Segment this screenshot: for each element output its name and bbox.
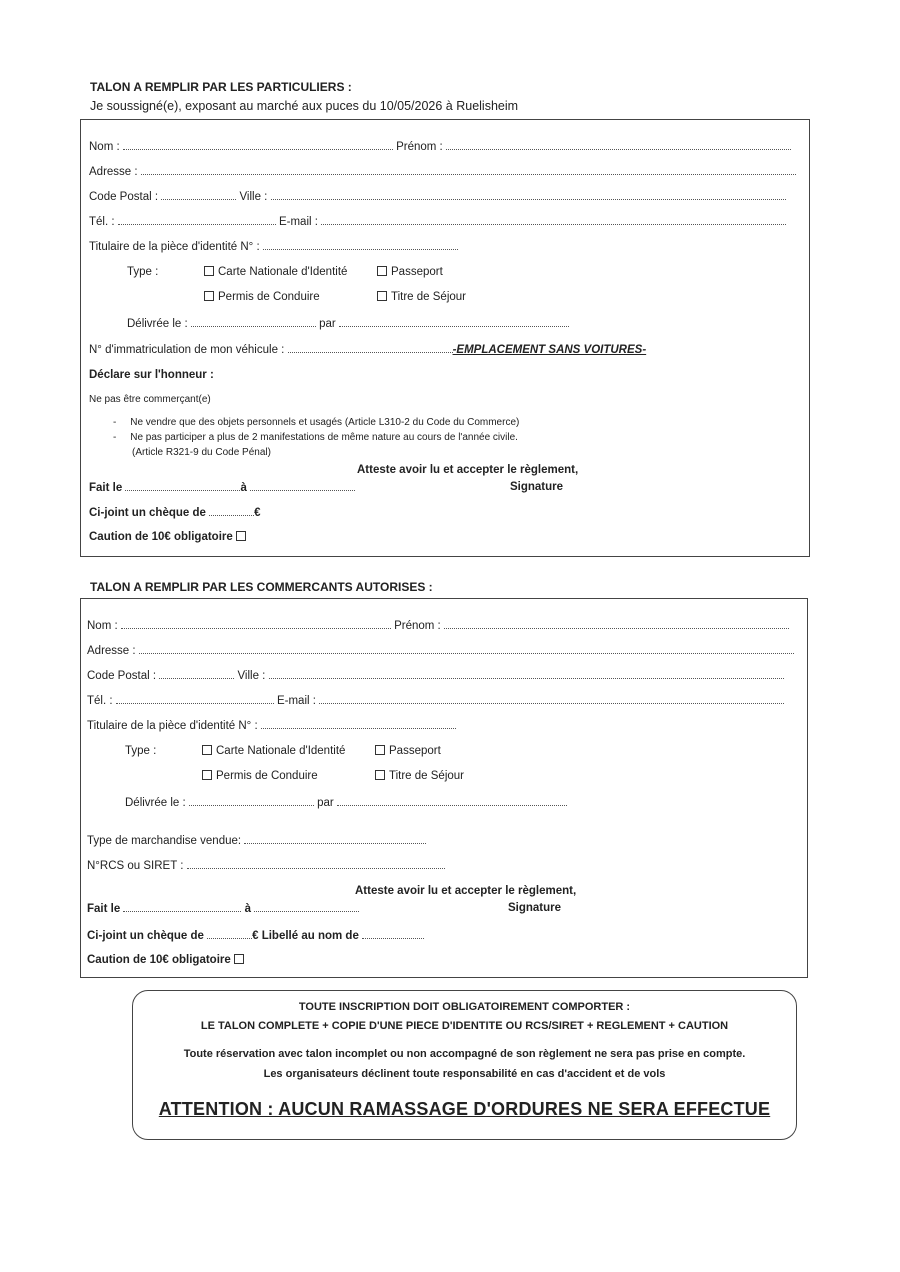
lieu-field[interactable] [250,481,355,491]
rcs-label: N°RCS ou SIRET : [87,860,184,872]
checkbox[interactable] [375,745,385,755]
particuliers-intro: Je soussigné(e), exposant au marché aux puces du 10/05/2026 à Ruelisheim [90,99,519,113]
notice-line-1: TOUTE INSCRIPTION DOIT OBLIGATOIREMENT COMPORTER : [298,1001,631,1013]
prenom-field[interactable] [444,619,789,629]
article-reference: (Article R321-9 du Code Pénal) [132,447,271,458]
par-label: par [317,797,334,809]
particuliers-heading: TALON A REMPLIR PAR LES PARTICULIERS : [90,80,352,94]
a-label: à [240,482,247,494]
emplacement-note: -EMPLACEMENT SANS VOITURES- [452,344,647,356]
cheque-amount-field[interactable] [207,929,252,939]
ville-label: Ville : [239,191,268,203]
nom-label: Nom : [89,141,120,153]
adresse-field[interactable] [141,165,796,175]
type-label: Type : [127,266,159,278]
nom-field[interactable] [121,619,391,629]
code-postal-field[interactable] [161,190,236,200]
delivree-field[interactable] [191,317,316,327]
notice-line-2: LE TALON COMPLETE + COPIE D'UNE PIECE D'IDENTITE OU RCS/SIRET + REGLEMENT + CAUTION [200,1020,729,1032]
tel-label: Tél. : [89,216,115,228]
cheque-amount-field[interactable] [209,506,254,516]
checkbox[interactable] [202,770,212,780]
caution-checkbox[interactable] [234,954,244,964]
checkbox[interactable] [202,745,212,755]
titulaire-label: Titulaire de la pièce d'identité N° : [87,720,258,732]
code-postal-label: Code Postal : [87,670,157,682]
declare-heading: Déclare sur l'honneur : [89,369,214,381]
a-label: à [244,903,252,915]
option-permis[interactable]: Permis de Conduire [202,770,318,782]
fait-le-label: Fait le [87,903,121,915]
delivree-label: Délivrée le : [127,318,188,330]
ville-label: Ville : [237,670,266,682]
tel-label: Tél. : [87,695,113,707]
par-label: par [319,318,336,330]
email-label: E-mail : [276,695,316,707]
option-titre-sejour[interactable]: Titre de Séjour [377,291,466,303]
fait-le-field[interactable] [123,902,241,912]
adresse-field[interactable] [139,644,794,654]
piece-identite-field[interactable] [263,240,458,250]
fait-le-label: Fait le [89,482,123,494]
immatriculation-field[interactable] [288,343,453,353]
lieu-field[interactable] [254,902,359,912]
signature-label: Signature [510,481,564,493]
commercants-heading: TALON A REMPLIR PAR LES COMMERCANTS AUTORISES : [90,580,433,594]
ville-field[interactable] [271,190,786,200]
delivree-label: Délivrée le : [125,797,186,809]
titulaire-label: Titulaire de la pièce d'identité N° : [89,241,260,253]
nom-label: Nom : [87,620,118,632]
option-titre-sejour[interactable]: Titre de Séjour [375,770,464,782]
marchandise-field[interactable] [244,834,426,844]
bullet-item: Ne vendre que des objets personnels et usagés (Article L310-2 du Code du Commerce) [130,417,520,428]
cheque-label: Ci-joint un chèque de [89,507,206,519]
prenom-label: Prénom : [396,141,443,153]
rcs-field[interactable] [187,859,445,869]
option-cni[interactable]: Carte Nationale d'Identité [204,266,347,278]
ne-pas-etre-commercant: Ne pas être commerçant(e) [89,394,211,405]
option-passeport[interactable]: Passeport [375,745,441,757]
email-field[interactable] [321,215,786,225]
delivree-field[interactable] [189,796,314,806]
caution-option[interactable]: Caution de 10€ obligatoire [89,531,250,543]
adresse-label: Adresse : [87,645,136,657]
caution-option[interactable]: Caution de 10€ obligatoire [87,954,248,966]
immatriculation-label: N° d'immatriculation de mon véhicule : [89,344,285,356]
attention-banner: ATTENTION : AUCUN RAMASSAGE D'ORDURES NE SERA EFFECTUE [158,1099,771,1119]
par-field[interactable] [337,796,567,806]
code-postal-field[interactable] [159,669,234,679]
tel-field[interactable] [118,215,276,225]
cheque-label: Ci-joint un chèque de [87,930,204,942]
piece-identite-field[interactable] [261,719,456,729]
option-permis[interactable]: Permis de Conduire [204,291,320,303]
notice-line-3: Toute réservation avec talon incomplet ou non accompagné de son règlement ne sera pas prise en compte. [183,1048,746,1060]
nom-field[interactable] [123,140,393,150]
ville-field[interactable] [269,669,784,679]
tel-field[interactable] [116,694,274,704]
atteste-text: Atteste avoir lu et accepter le règlement, [355,885,577,897]
checkbox[interactable] [375,770,385,780]
email-label: E-mail : [278,216,318,228]
checkbox[interactable] [204,266,214,276]
bullet-item: Ne pas participer a plus de 2 manifestations de même nature au cours de l'année civile. [130,432,518,443]
signature-label: Signature [508,902,562,914]
checkbox[interactable] [377,291,387,301]
marchandise-label: Type de marchandise vendue: [87,835,242,847]
checkbox[interactable] [204,291,214,301]
email-field[interactable] [319,694,784,704]
par-field[interactable] [339,317,569,327]
code-postal-label: Code Postal : [89,191,159,203]
atteste-text: Atteste avoir lu et accepter le règlement, [357,464,579,476]
notice-line-4: Les organisateurs déclinent toute responsabilité en cas d'accident et de vols [263,1068,666,1080]
option-cni[interactable]: Carte Nationale d'Identité [202,745,345,757]
libelle-label: € Libellé au nom de [252,930,359,942]
fait-le-field[interactable] [125,481,240,491]
prenom-field[interactable] [446,140,791,150]
caution-checkbox[interactable] [236,531,246,541]
prenom-label: Prénom : [394,620,441,632]
registration-form-page: TALON A REMPLIR PAR LES PARTICULIERS : Je soussigné(e), exposant au marché aux puces du 10/05/2026 à Ruelisheim Nom : Prénom : Adresse : Code Postal : Ville : Tél. : E-mail : Titulaire de la pièce d'identité N° : Type : Carte Nationale d'Identité Passeport Permis de Conduire Titre de Séjour Délivrée le : par N° d'immatriculation de mon véhicule : -EMPLACEMENT SANS VOITURES- Déclare sur l'honneur : Ne pas être commerçant(e) - Ne vendre que des objets personnels et usagés (Article L310-2 du Code du Commerce) - Ne pas participer a plus de 2 manifestations de même nature au cours de l'année civile. (Article R321-9 du Code Pénal) Atteste avoir lu et accepter le règlement, Fait le à Signature Ci-joint un chèque de € Caution de 10€ obligatoire TALON A REMPLIR PAR LES COMMERCANTS AUTORISES : Nom : Prénom : Adresse : Code Postal : Ville : Tél. : E-mail : Titulaire de la pièce d'identité N° : Type : Carte Nationale d'Identité Passeport Permis de Conduire Titre de Séjour Délivrée le : par Type de marchandise vendue: N°RCS ou SIRET : Atteste avoir lu et accepter le règlement, Fait le à Signature Ci-joint un chèque de € Libellé au nom de Caution de 10€ obligatoire TOUTE INSCRIPTION DOIT OBLIGATOIREMENT COMPORTER : LE TALON COMPLETE + COPIE D'UNE PIECE D'IDENTITE OU RCS/SIRET + REGLEMENT + CAUTION Toute réservation avec talon incomplet ou non accompagné de son règlement ne sera pas prise en compte. Les organisateurs déclinent toute responsabilité en cas d'accident et de vols ATTENTION : AUCUN RAMASSAGE D'ORDURES NE SERA EFFECTUE [0,0,900,1272]
libelle-field[interactable] [362,929,424,939]
checkbox[interactable] [377,266,387,276]
notice-box [132,990,797,1140]
adresse-label: Adresse : [89,166,138,178]
option-passeport[interactable]: Passeport [377,266,443,278]
type-label: Type : [125,745,157,757]
